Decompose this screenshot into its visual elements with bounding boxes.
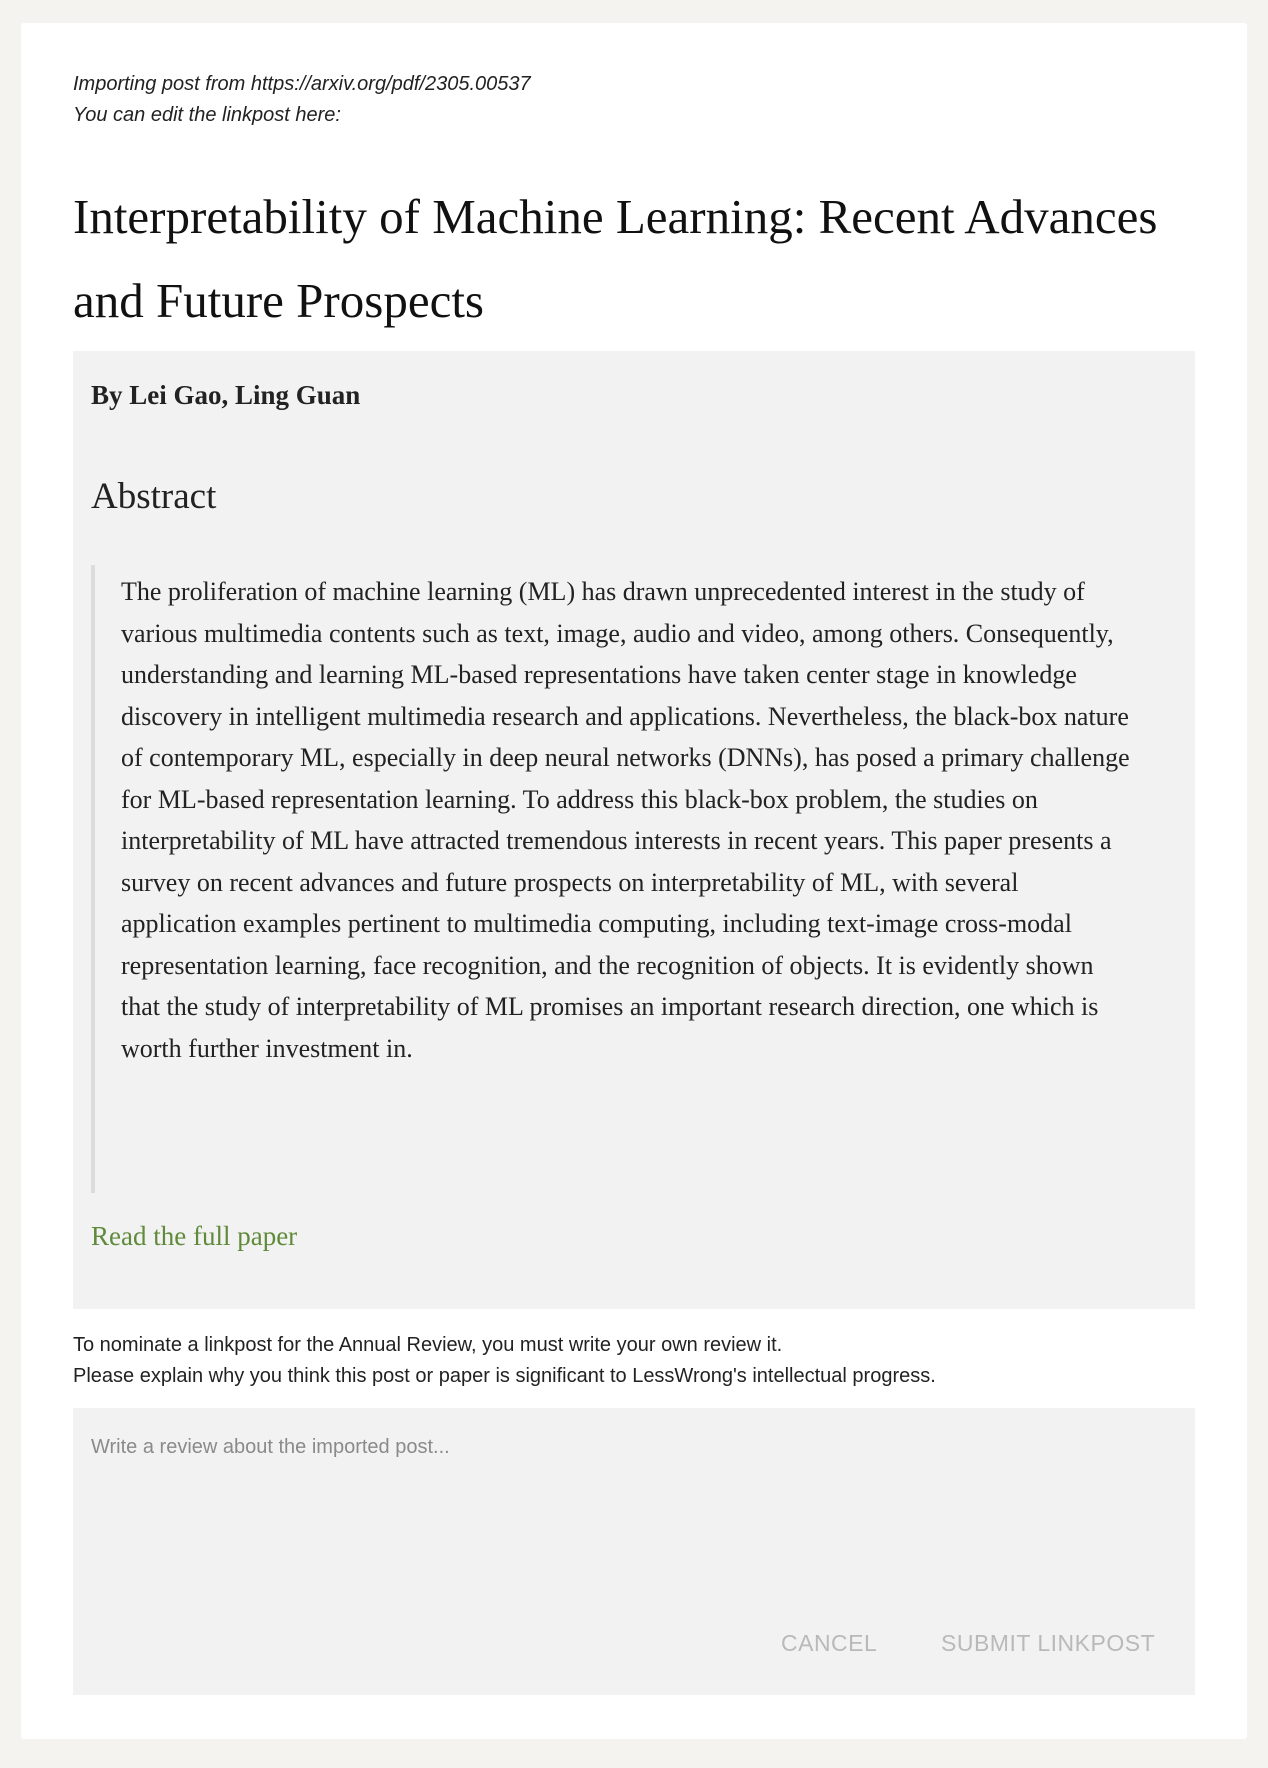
nomination-instructions (73, 1330, 1195, 1392)
edit-instruction-line: You can edit the linkpost here: (73, 104, 341, 126)
abstract-blockquote (91, 565, 1130, 1193)
post-authors: By Lei Gao, Ling Guan (91, 380, 361, 410)
submit-linkpost-button[interactable]: SUBMIT LINKPOST (941, 1630, 1156, 1656)
linkpost-import-card (21, 23, 1247, 1739)
nomination-line-1: To nominate a linkpost for the Annual Review, you must write your own review it. (73, 1334, 783, 1356)
abstract-text: The proliferation of machine learning (ML) has drawn unprecedented interest in the study of various multimedia contents such as text, image, audio and video, among others. Consequently, understanding and learning ML-based representations have taken center stage in knowledge discovery in intelligent multimedia research and applications. Nevertheless, the black-box nature of contemporary ML, especially in deep neural networks (DNNs), has posed a primary challenge for ML-based representation learning. To address this black-box problem, the studies on interpretability of ML have attracted tremendous interests in recent years. This paper presents a survey on recent advances and future prospects on interpretability of ML, with several application examples pertinent to multimedia computing, including text-image cross-modal representation learning, face recognition, and the recognition of objects. It is evidently shown that the study of interpretability of ML promises an important research direction, one which is worth further investment in. (121, 577, 1130, 1063)
post-preview (73, 351, 1195, 1309)
nomination-line-2: Please explain why you think this post or paper is significant to LessWrong's intellectual progress. (73, 1365, 936, 1387)
cancel-button[interactable]: CANCEL (781, 1630, 878, 1656)
review-input[interactable] (73, 1408, 1195, 1588)
review-editor (73, 1408, 1195, 1695)
import-source-line: Importing post from https://arxiv.org/pdf/2305.00537 (73, 73, 531, 95)
post-title: Interpretability of Machine Learning: Recent Advances and Future Prospects (73, 189, 1158, 328)
import-notice (73, 69, 1195, 131)
read-full-paper-link[interactable]: Read the full paper (91, 1221, 298, 1251)
abstract-heading: Abstract (91, 476, 217, 517)
